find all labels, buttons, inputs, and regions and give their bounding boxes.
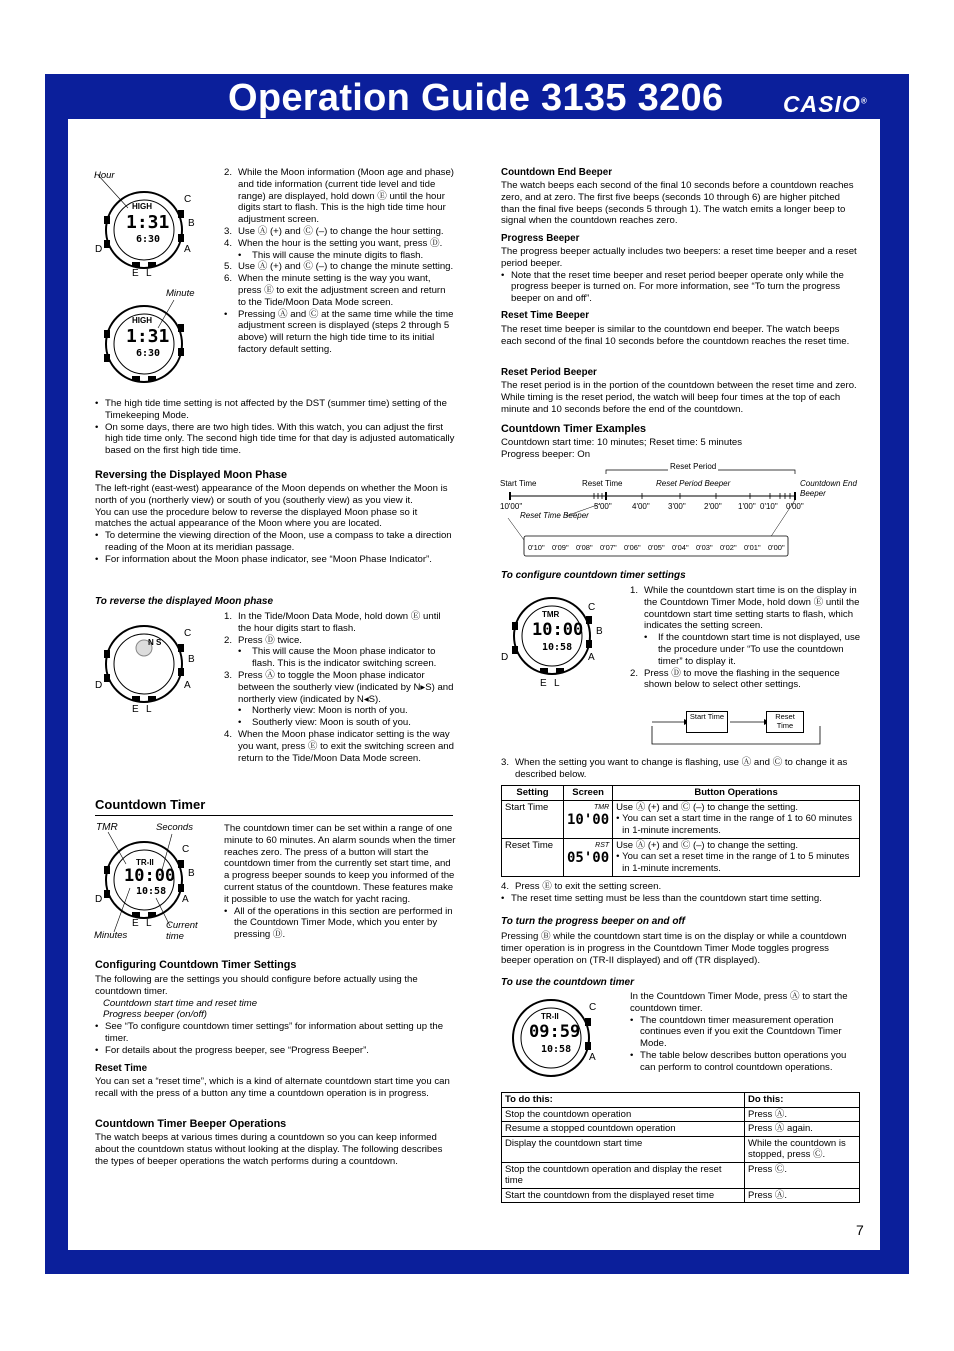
cell-action: Stop the countdown operation [502, 1107, 745, 1122]
cell-instruction: While the countdown is stopped, press Ⓒ. [745, 1136, 860, 1162]
lcd-main: 10:00 [532, 620, 584, 640]
button-d-label: D [95, 894, 103, 905]
page-number: 7 [856, 1222, 864, 1238]
step-item: 2. While the Moon information (Moon age and phase) and tide information (current tide level and tide range) are displayed, hold down Ⓔ until the hour digits start to flash. This is the high tide time hour adjustment screen. [224, 167, 454, 226]
step-item: • This will cause the minute digits to flash. [238, 249, 424, 261]
cell-setting: Start Time [502, 800, 564, 838]
table-row [502, 1122, 860, 1137]
watch-illustration-hour [94, 170, 204, 280]
button-c-label: C [184, 628, 192, 639]
minutes-label: Minutes [94, 930, 128, 941]
cell-instruction: Press Ⓒ. [745, 1162, 860, 1188]
tick-label: 0'10" [760, 502, 778, 511]
reset-time-heading: Reset Time [95, 1063, 148, 1074]
cell-action: Resume a stopped countdown operation [502, 1122, 745, 1137]
button-c-label: C [589, 1002, 597, 1013]
button-e-label: E [132, 704, 139, 715]
high-tide-steps [224, 167, 454, 356]
table-row [502, 1162, 860, 1188]
cell-action: Start the countdown from the displayed reset time [502, 1188, 745, 1203]
second-label: 0'05" [648, 543, 665, 552]
col-button-operations: Button Operations [613, 786, 860, 801]
button-e-label: E [132, 268, 139, 279]
second-label: 0'10" [528, 543, 545, 552]
cell-action: Stop the countdown operation and display the reset time [502, 1162, 745, 1188]
cell-instruction: Press Ⓐ. [745, 1188, 860, 1203]
second-label: 0'01" [744, 543, 761, 552]
button-l-label: L [554, 678, 560, 689]
button-c-label: C [184, 194, 192, 205]
lcd-top: TR-II [541, 1012, 559, 1021]
reset-period-beeper-heading: Reset Period Beeper [501, 367, 597, 378]
button-d-label: D [501, 652, 509, 663]
second-label: 0'07" [600, 543, 617, 552]
current-time-label: Current time [166, 920, 198, 942]
high-tide-notes: • The high tide time setting is not affected by the DST (summer time) setting of the Timekeeping Mode. • On some days, there are two high tides. With this watch, you can adjust the first high tide time only. The second high tide time for that day is adjusted automatically based on the first high tide time. [95, 398, 455, 457]
lcd-sub: 6:30 [136, 234, 161, 245]
lcd-top: N S [148, 638, 162, 647]
start-time-label: Start Time [500, 479, 537, 488]
table-row [502, 1136, 860, 1162]
seq-start-time: Start Time [686, 711, 728, 733]
sequence-arrows [650, 708, 840, 746]
configure-steps [630, 585, 862, 691]
cell-action: Display the countdown start time [502, 1136, 745, 1162]
lcd-top: TR-II [136, 858, 154, 867]
seq-reset-time: Reset Time [766, 711, 804, 733]
turn-beeper-subheading: To turn the progress beeper on and off [501, 916, 685, 927]
reset-time-beeper-heading: Reset Time Beeper [501, 310, 590, 321]
col-do-this: Do this: [745, 1093, 860, 1108]
col-setting: Setting [502, 786, 564, 801]
button-d-label: D [95, 680, 103, 691]
col-screen: Screen [564, 786, 613, 801]
turn-beeper-description: Pressing Ⓑ while the countdown start time is on the display or while a countdown timer operation is in progress in the Countdown Timer Mode toggles progress beeper operation on (TR-II displayed) and off (TR displayed). [501, 931, 847, 966]
use-timer-subheading: To use the countdown timer [501, 977, 634, 988]
second-label: 0'06" [624, 543, 641, 552]
divider [95, 815, 453, 816]
second-label: 0'09" [552, 543, 569, 552]
cell-ops: Use Ⓐ (+) and Ⓒ (–) to change the setting. • You can set a start time in the range of 1 to 60 minutes in 1-minute increments. [613, 800, 860, 838]
second-label: 0'02" [720, 543, 737, 552]
lcd-main: 1:31 [126, 326, 170, 347]
step-item: 1. While the countdown start time is on the display in the Countdown Timer Mode, hold down Ⓔ until the countdown start time setting starts to flash, which indicates the setting screen. [630, 585, 860, 632]
progress-beeper-heading: Progress Beeper [501, 233, 580, 244]
step-item: 5. Use Ⓐ (+) and Ⓒ (–) to change the minute setting. [224, 261, 454, 273]
config-heading: Configuring Countdown Timer Settings [95, 959, 297, 971]
cell-ops: Use Ⓐ (+) and Ⓒ (–) to change the setting. • You can set a reset time in the range of 1 to 5 minutes in 1-minute increments. [613, 838, 860, 876]
reverse-description: The left-right (east-west) appearance of the Moon depends on whether the Moon is north of you (northerly view) or south of you (southerly view) as you view it. You can use the procedure below to reverse the displayed Moon phase so it matches the actual appearance of the Moon where you are located. • To determine the viewing direction of the Moon, use a compass to take a direction reading of the Moon at its meridian passage. • For information about the Moon phase indicator, see “Moon Phase Indicator”. [95, 483, 452, 565]
col-to-do: To do this: [502, 1093, 745, 1108]
tick-label: 2'00" [704, 502, 722, 511]
tick-label: 1'00" [738, 502, 756, 511]
tmr-label: TMR [96, 822, 118, 833]
reset-period-beeper-description: The reset period is in the portion of the countdown between the reset time and zero. While timing is the reset period, the watch will beep four times at the top of each minute and 10 seconds before the end of the countdown. [501, 380, 857, 415]
button-c-label: C [182, 844, 190, 855]
button-b-label: B [188, 218, 195, 229]
page-title: Operation Guide 3135 3206 [228, 77, 724, 119]
cell-instruction: Press Ⓐ. [745, 1107, 860, 1122]
second-label: 0'00" [768, 543, 785, 552]
cell-screen: RST 05'00 [564, 838, 613, 876]
reset-period-label: Reset Period [670, 462, 717, 471]
step-item: • If the countdown start time is not displayed, use the procedure under “To use the countdown timer” to display it. [644, 632, 861, 667]
reset-time-beeper-label: Reset Time Beeper [520, 511, 589, 520]
step-item: 4. When the Moon phase indicator setting is the way you want, press Ⓔ to exit the switching screen and return to the Tide/Moon Data Mode screen. [224, 728, 454, 764]
button-a-label: A [589, 1052, 596, 1063]
reverse-heading: Reversing the Displayed Moon Phase [95, 469, 287, 481]
tick-label: 0'00" [786, 502, 804, 511]
tick-label: 5'00" [594, 502, 612, 511]
lcd-top: TMR [542, 610, 560, 619]
beeper-operations-description: The watch beeps at various times during a countdown so you can keep informed about the countdown status without looking at the display. The following describes the types of beeper operations the watch performs during a countdown. [95, 1132, 443, 1167]
lcd-top: HIGH [132, 316, 152, 325]
setting-sequence-diagram [650, 708, 840, 746]
countdown-intro: The countdown timer can be set within a range of one minute to 60 minutes. An alarm sounds when the timer reaches zero. The press of a button will start the countdown timer from the currently set start time, and a progress beeper sounds to keep you informed of the current status of the countdown. These features make it possible to use the watch for yacht racing. • All of the operations in this section are performed in the Countdown Timer Mode, which you enter by pressing Ⓓ. [224, 823, 456, 941]
second-label: 0'08" [576, 543, 593, 552]
reset-period-beeper-label: Reset Period Beeper [656, 479, 731, 488]
table-row [502, 838, 860, 876]
button-a-label: A [184, 244, 191, 255]
step-item: 4. When the hour is the setting you want, press Ⓓ. [224, 237, 443, 249]
watch-illustration-config [500, 590, 612, 692]
second-label: 0'04" [672, 543, 689, 552]
use-timer-description: In the Countdown Timer Mode, press Ⓐ to start the countdown timer. • The countdown timer measurement operation continues even if you exit the Countdown Timer Mode. • The table below describes button operations you can perform to control countdown operations. [630, 991, 848, 1073]
step-item: 6. When the minute setting is the way you want, press Ⓔ to exit the adjustment screen and return to the Tide/Moon Data Mode screen. [224, 273, 446, 308]
button-l-label: L [146, 704, 152, 715]
examples-heading: Countdown Timer Examples [501, 423, 646, 435]
step-3: 3. When the setting you want to change is flashing, use Ⓐ and Ⓒ to change it as described below. [501, 757, 848, 780]
step-item: 3. Use Ⓐ (+) and Ⓒ (–) to change the hour setting. [224, 225, 444, 237]
step-item: 3. Press Ⓐ to toggle the Moon phase indicator between the southerly view (indicated by N▸S) and northerly view (indicated by N◂S). [224, 669, 454, 705]
button-a-label: A [182, 894, 189, 905]
hour-label: Hour [94, 170, 115, 181]
lcd-top: HIGH [132, 202, 152, 211]
table-row [502, 1107, 860, 1122]
button-b-label: B [596, 626, 603, 637]
button-l-label: L [146, 268, 152, 279]
end-beeper-heading: Countdown End Beeper [501, 167, 613, 178]
button-a-label: A [184, 680, 191, 691]
step-4: 4. Press Ⓔ to exit the setting screen. • The reset time setting must be less than the countdown start time setting. [501, 881, 822, 904]
step-item: 1. In the Tide/Moon Data Mode, hold down Ⓔ until the hour digits start to flash. [224, 611, 441, 634]
countdown-end-beeper-label: Countdown End Beeper [800, 479, 857, 498]
step-item: 2. Press Ⓓ to move the flashing in the sequence shown below to select other settings. [630, 667, 840, 691]
settings-table [501, 785, 860, 877]
examples-description: Countdown start time: 10 minutes; Reset time: 5 minutes Progress beeper: On [501, 437, 743, 460]
cell-setting: Reset Time [502, 838, 564, 876]
button-e-label: E [540, 678, 547, 689]
button-b-label: B [188, 868, 195, 879]
brand-logo: CASIO® [783, 91, 868, 117]
lcd-main: 1:31 [126, 212, 170, 233]
watch-illustration-running [505, 994, 605, 1086]
operations-table [501, 1092, 860, 1203]
cell-screen: TMR 10'00 [564, 800, 613, 838]
tick-label: 3'00" [668, 502, 686, 511]
lcd-main: 10:00 [124, 866, 176, 886]
config-description: The following are the settings you should configure before actually using the countdown timer. Countdown start time and reset time Progress beeper (on/off) • See “To configure countdown timer settings” for information about setting up the timer. • For details about the progress beeper, see “Progress Beeper”. [95, 974, 444, 1056]
lcd-sub: 10:58 [541, 1044, 572, 1055]
lcd-sub: 10:58 [136, 886, 167, 897]
end-beeper-description: The watch beeps each second of the final 10 seconds before a countdown reaches zero, and at zero. The first five beeps (seconds 10 through 6) are higher pitched than the final five beeps (seconds 5 through 1). The watch emits a longer beep to signal when the countdown reaches zero. [501, 180, 854, 227]
button-d-label: D [95, 244, 103, 255]
minute-label: Minute [166, 288, 195, 299]
step-item: • Northerly view: Moon is north of you. [238, 705, 408, 717]
watch-illustration-minute [94, 288, 204, 388]
reset-time-label: Reset Time [582, 479, 623, 488]
lcd-sub: 10:58 [542, 642, 573, 653]
table-row [502, 1188, 860, 1203]
configure-subheading: To configure countdown timer settings [501, 570, 686, 581]
step-item: • This will cause the Moon phase indicator to flash. This is the indicator switching screen. [238, 646, 437, 670]
reverse-subheading: To reverse the displayed Moon phase [95, 596, 274, 607]
countdown-heading: Countdown Timer [95, 797, 206, 812]
step-item: 2. Press Ⓓ twice. [224, 634, 302, 646]
watch-illustration-moon [94, 618, 204, 718]
seconds-label: Seconds [156, 822, 193, 833]
lcd-main: 09:59 [529, 1022, 581, 1042]
cell-instruction: Press Ⓐ again. [745, 1122, 860, 1137]
button-c-label: C [588, 602, 596, 613]
tick-label: 10'00" [500, 502, 523, 511]
reset-time-beeper-description: The reset time beeper is similar to the countdown end beeper. The watch beeps each second of the final 10 seconds before the countdown reaches the reset time. [501, 324, 850, 347]
second-label: 0'03" [696, 543, 713, 552]
countdown-timeline-diagram [500, 460, 860, 560]
reverse-steps [224, 611, 454, 764]
tick-label: 4'00" [632, 502, 650, 511]
button-e-label: E [132, 918, 139, 929]
progress-beeper-description: The progress beeper actually includes two beepers: a reset time beeper and a reset period beeper. • Note that the reset time beeper and reset period beeper operate only while the progress beeper is turned on. For more information, see “To turn the progress beeper on and off”. [501, 246, 857, 305]
step-item: • Pressing Ⓐ and Ⓒ at the same time while the time adjustment screen is displayed (steps 2 through 5 above) will return the high tide time to its initial factory default setting. [224, 308, 454, 355]
button-b-label: B [188, 654, 195, 665]
table-row [502, 800, 860, 838]
reset-time-description: You can set a “reset time”, which is a kind of alternate countdown start time you can recall with the press of a button any time a countdown operation is in progress. [95, 1076, 450, 1099]
watch-illustration-countdown [94, 822, 219, 947]
button-a-label: A [588, 652, 595, 663]
step-item: • Southerly view: Moon is south of you. [238, 717, 411, 729]
beeper-operations-heading: Countdown Timer Beeper Operations [95, 1118, 287, 1130]
button-l-label: L [146, 918, 152, 929]
lcd-sub: 6:30 [136, 348, 161, 359]
